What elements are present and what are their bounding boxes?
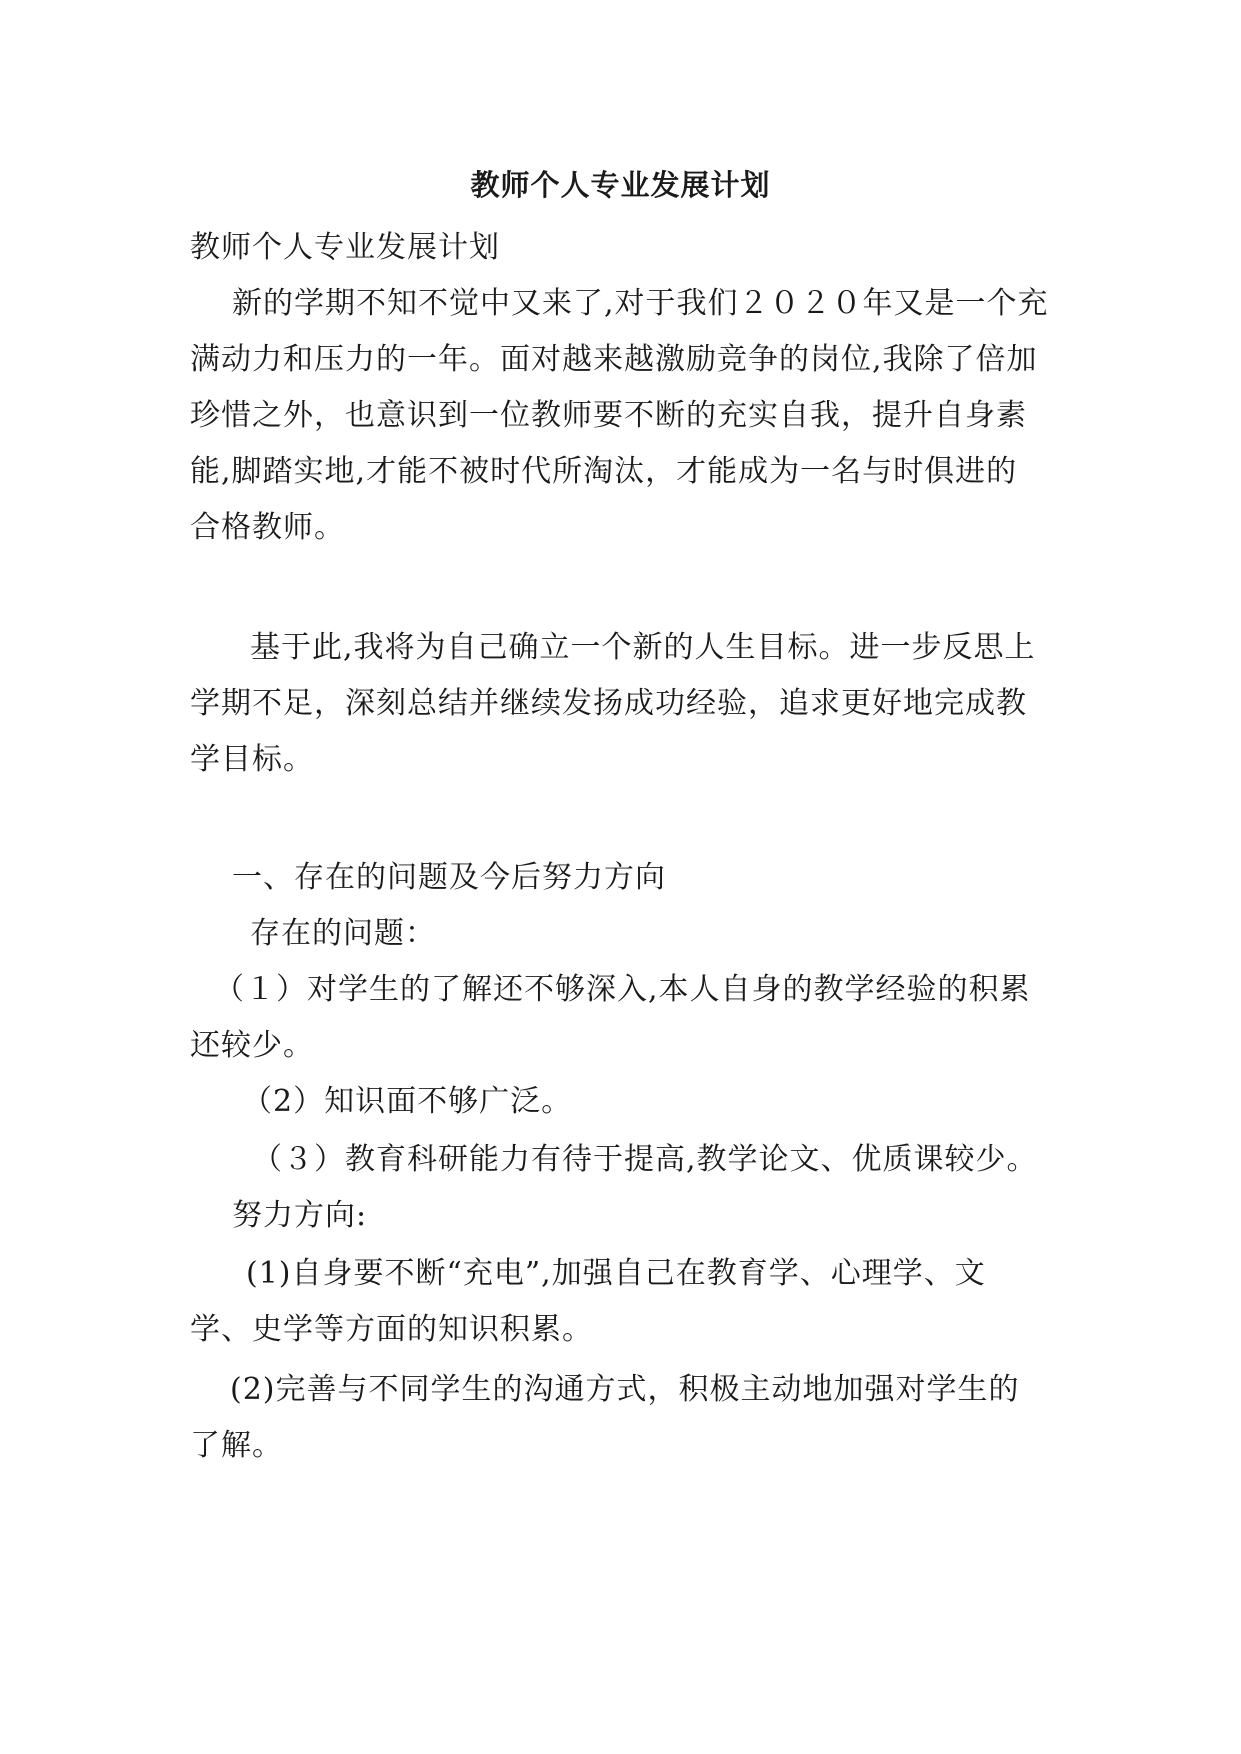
paragraph-line: 能,脚踏实地,才能不被时代所淘汰，才能成为一名与时俱进的: [190, 454, 1018, 489]
list-item: （１）对学生的了解还不够深入,本人自身的教学经验的积累: [214, 972, 1031, 1007]
paragraph-line: 珍惜之外，也意识到一位教师要不断的充实自我，提升自身素: [190, 398, 1027, 433]
paragraph-line: 基于此,我将为自己确立一个新的人生目标。进一步反思上: [250, 630, 1036, 665]
list-item: (1)自身要不断“充电”,加强自己在教育学、心理学、文: [246, 1256, 986, 1291]
paragraph-line: 学期不足，深刻总结并继续发扬成功经验，追求更好地完成教: [190, 686, 1027, 721]
list-item: 了解。: [190, 1428, 283, 1463]
document-subtitle: 教师个人专业发展计划: [190, 230, 500, 265]
list-item: 学、史学等方面的知识积累。: [190, 1312, 593, 1347]
list-item: （2）知识面不够广泛。: [242, 1084, 573, 1119]
list-item: 还较少。: [190, 1028, 314, 1063]
list-item: （３）教育科研能力有待于提高,教学论文、优质课较少。: [252, 1142, 1038, 1177]
paragraph-line: 合格教师。: [190, 510, 345, 545]
list-item: (2)完善与不同学生的沟通方式，积极主动地加强对学生的: [230, 1372, 1020, 1407]
paragraph-line: 满动力和压力的一年。面对越来越激励竞争的岗位,我除了倍加: [190, 342, 1038, 377]
direction-label: 努力方向:: [232, 1198, 368, 1233]
paragraph-line: 学目标。: [190, 742, 314, 777]
paragraph-line: 新的学期不知不觉中又来了,对于我们２０２０年又是一个充: [232, 286, 1049, 321]
problems-label: 存在的问题：: [250, 916, 436, 951]
document-title: 教师个人专业发展计划: [470, 168, 771, 202]
section-heading: 一、存在的问题及今后努力方向: [232, 860, 666, 895]
